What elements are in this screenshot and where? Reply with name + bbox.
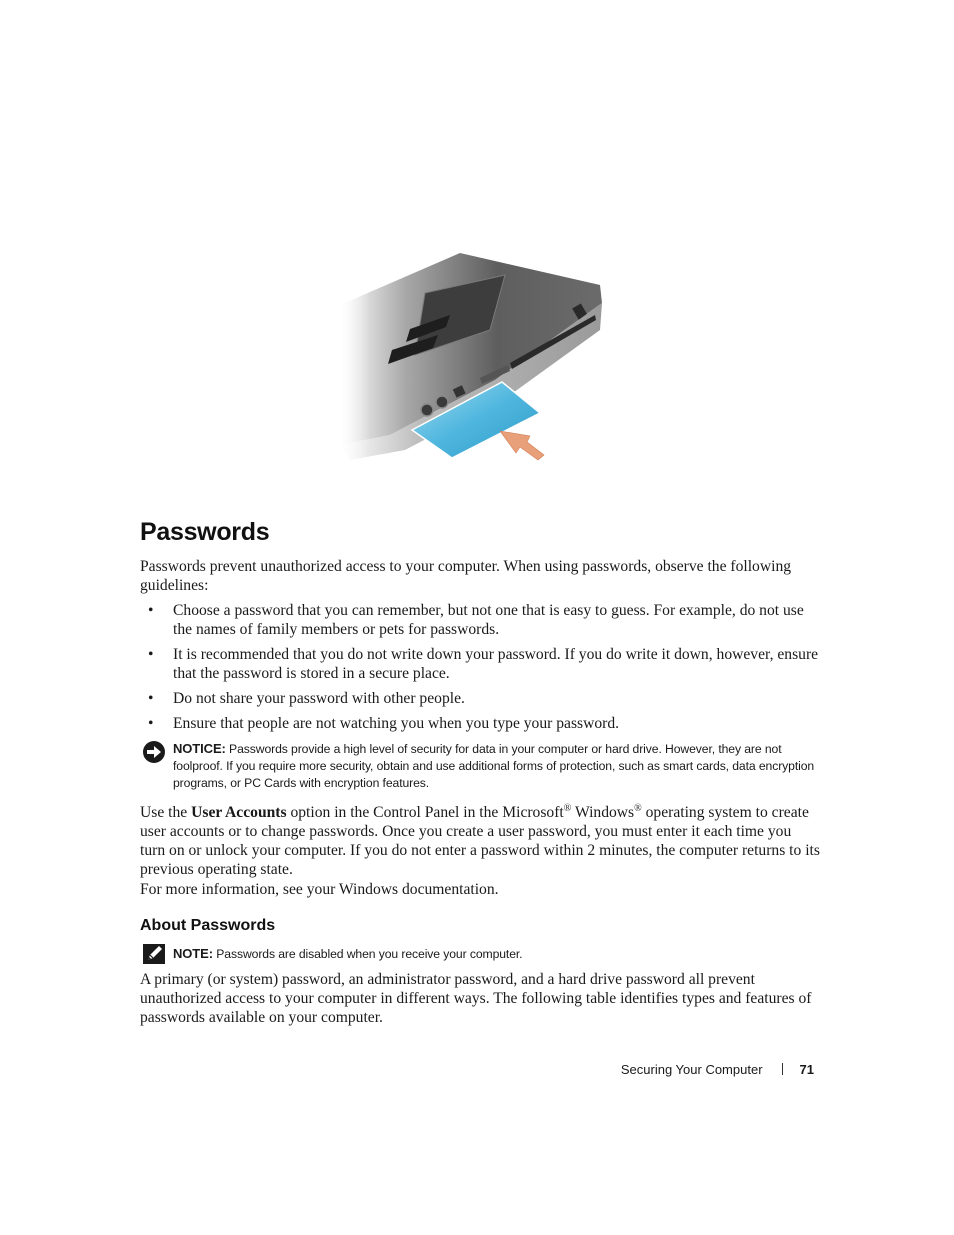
list-item: • Do not share your password with other people. <box>148 690 465 707</box>
footer-section-title: Securing Your Computer <box>620 1062 763 1077</box>
notice-arrow-icon <box>142 740 166 764</box>
user-accounts-term: User Accounts <box>191 804 287 822</box>
notice-text <box>173 740 820 792</box>
about-passwords-paragraph: A primary (or system) password, an administrator password, and a hard drive password all prevent unauthorized access to your computer in different ways. The following table identifies types and features of passwords available on your computer. <box>140 971 812 1026</box>
notice-label: NOTICE: <box>173 741 226 756</box>
laptop-smart-card-illustration <box>330 245 620 475</box>
note-body: Passwords are disabled when you receive your computer. <box>216 947 523 961</box>
more-info-paragraph: For more information, see your Windows documentation. <box>140 881 499 898</box>
notice-callout <box>140 740 820 792</box>
page-number: 71 <box>799 1062 814 1077</box>
note-label: NOTE: <box>173 946 213 961</box>
note-text <box>173 945 820 963</box>
list-item: • Ensure that people are not watching you when you type your password. <box>148 715 620 732</box>
notice-body: Passwords provide a high level of security for data in your computer or hard drive. However, they are not foolproof. If you require more security, obtain and use additional forms of protection, such as smart cards, data encryption programs, or PC Cards with encryption features. <box>173 742 815 790</box>
note-callout <box>140 945 820 963</box>
guidelines-list <box>140 601 820 739</box>
laptop-smart-card-icon <box>330 245 620 475</box>
list-item: • Choose a password that you can remember, but not one that is easy to guess. For example, do not use the names of family members or pets for passwords. <box>148 602 804 638</box>
note-pencil-icon <box>142 943 166 967</box>
page-footer <box>560 1062 814 1078</box>
user-accounts-paragraph: Use the User Accounts option in the Control Panel in the Microsoft® Windows® operating system to create user accounts or to change passwords. Once you create a user password, you must enter it each time you turn on or unlock your computer. If you do not enter a password within 2 minutes, the computer returns to its previous operating state. <box>140 803 820 879</box>
section-heading: About Passwords <box>140 917 276 934</box>
list-item: • It is recommended that you do not write down your password. If you do write it down, however, ensure that the password is stored in a secure place. <box>148 646 819 682</box>
footer-separator <box>782 1063 783 1075</box>
page-title: Passwords <box>140 518 270 546</box>
intro-paragraph: Passwords prevent unauthorized access to your computer. When using passwords, observe the following guidelines: <box>140 558 792 594</box>
